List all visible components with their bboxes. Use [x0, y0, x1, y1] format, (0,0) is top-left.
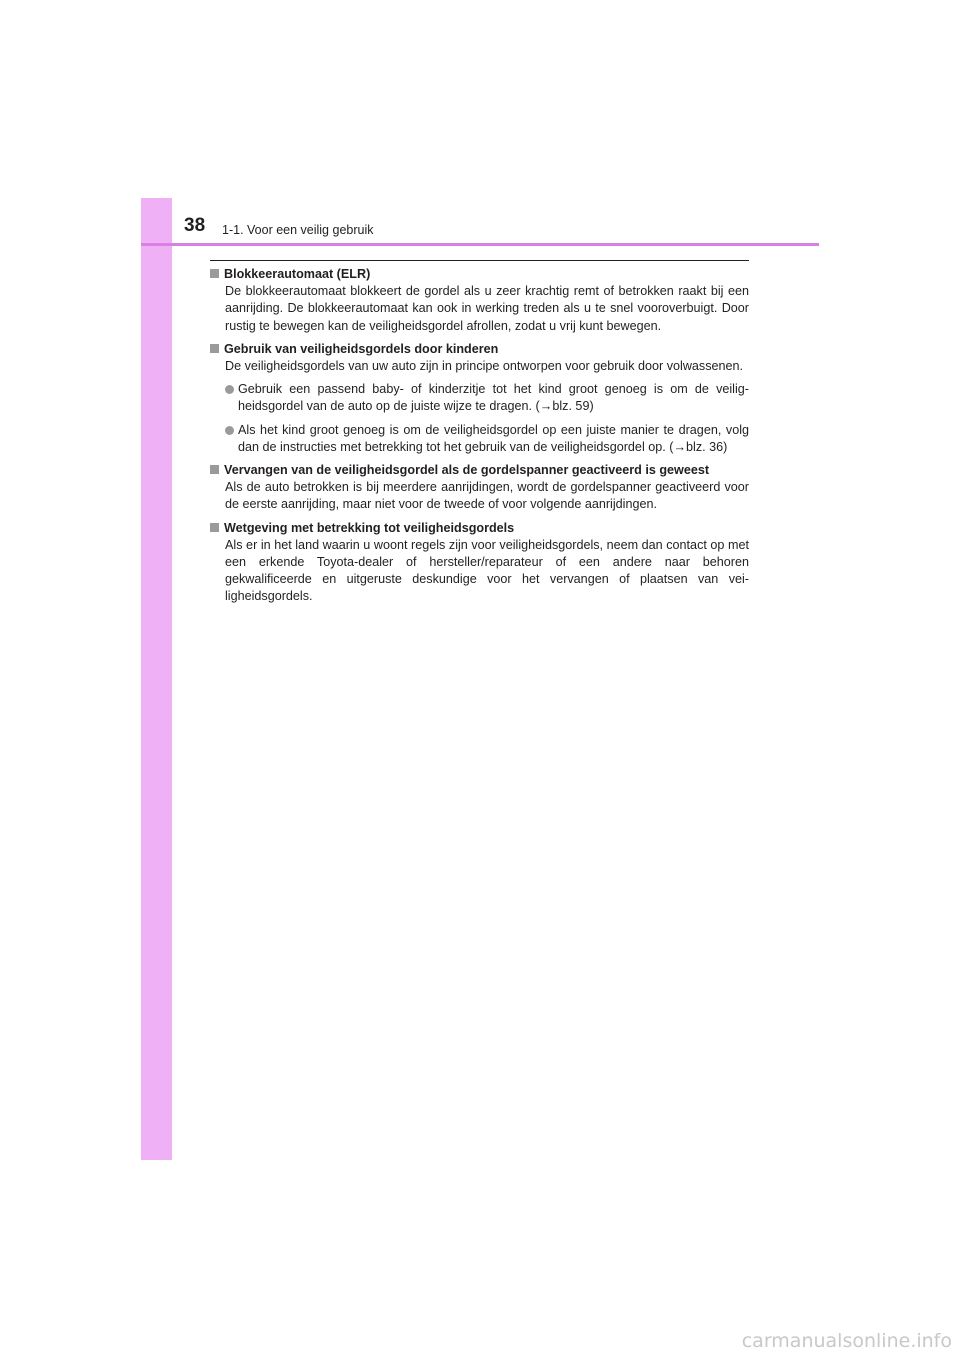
round-bullet-icon [225, 426, 234, 435]
round-bullet-icon [225, 385, 234, 394]
section-pretensioner [210, 462, 749, 514]
list-item-text: Als het kind groot genoeg is om de veiligheidsgordel op een juiste manier te dragen, volg dan de instructies met betrekking tot het gebruik van de veiligheidsgordel op. (→blz. 36) [238, 422, 749, 454]
content-top-rule [210, 260, 749, 261]
list-item [210, 422, 749, 456]
section-heading [210, 266, 749, 283]
square-bullet-icon [210, 269, 219, 278]
section-heading-text: Blokkeerautomaat (ELR) [224, 267, 371, 281]
watermark-text: carmanualsonline.info [741, 1330, 952, 1352]
section-heading [210, 341, 749, 358]
section-elr [210, 266, 749, 335]
section-body: De blokkeerautomaat blokkeert de gordel als u zeer krachtig remt of betrokken raakt bij een aanrijding. De blokkeerautomaat kan ook in werking treden als u te snel vooroverbuigt. Door rustig te bewegen kan de veiligheidsgordel afrollen, zodat u vrij kunt bewegen. [225, 284, 749, 333]
square-bullet-icon [210, 465, 219, 474]
section-body: De veiligheidsgordels van uw auto zijn in principe ontworpen voor gebruik door volwassenen. [225, 359, 744, 374]
square-bullet-icon [210, 523, 219, 532]
section-heading-text: Gebruik van veiligheidsgordels door kinderen [224, 341, 499, 356]
list-item [210, 381, 749, 415]
header-divider [141, 243, 819, 246]
side-tab-band [141, 198, 172, 1160]
square-bullet-icon [210, 344, 219, 353]
section-heading-text: Wetgeving met betrekking tot veiligheidsgordels [224, 520, 515, 535]
section-children [210, 341, 749, 456]
section-title: 1-1. Voor een veilig gebruik [222, 223, 374, 237]
section-heading [210, 462, 749, 479]
list-item-text: Gebruik een passend baby- of kinderzitje tot het kind groot genoeg is om de veiligheidsgordel van de auto op de juiste wijze te dragen. (→blz. 59) [238, 382, 749, 414]
section-heading-text: Vervangen van de veiligheidsgordel als de gordelspanner geactiveerd is geweest [224, 463, 710, 478]
section-legislation [210, 520, 749, 606]
section-body: Als de auto betrokken is bij meerdere aanrijdingen, wordt de gordelspanner geactiveerd voor de eerste aanrijding, maar niet voor de tweede of voor volgende aanrijdingen. [225, 480, 749, 512]
section-heading [210, 520, 749, 537]
section-body: Als er in het land waarin u woont regels zijn voor veiligheidsgordels, neem dan contact op met een erkende Toyota-dealer of hersteller/reparateur of een andere naar behoren gekwalificeerde en uitgeruste deskundige voor het vervangen of plaatsen van veiligheidsgordels. [225, 537, 749, 604]
page-number: 38 [184, 215, 206, 236]
content-area [210, 266, 749, 612]
